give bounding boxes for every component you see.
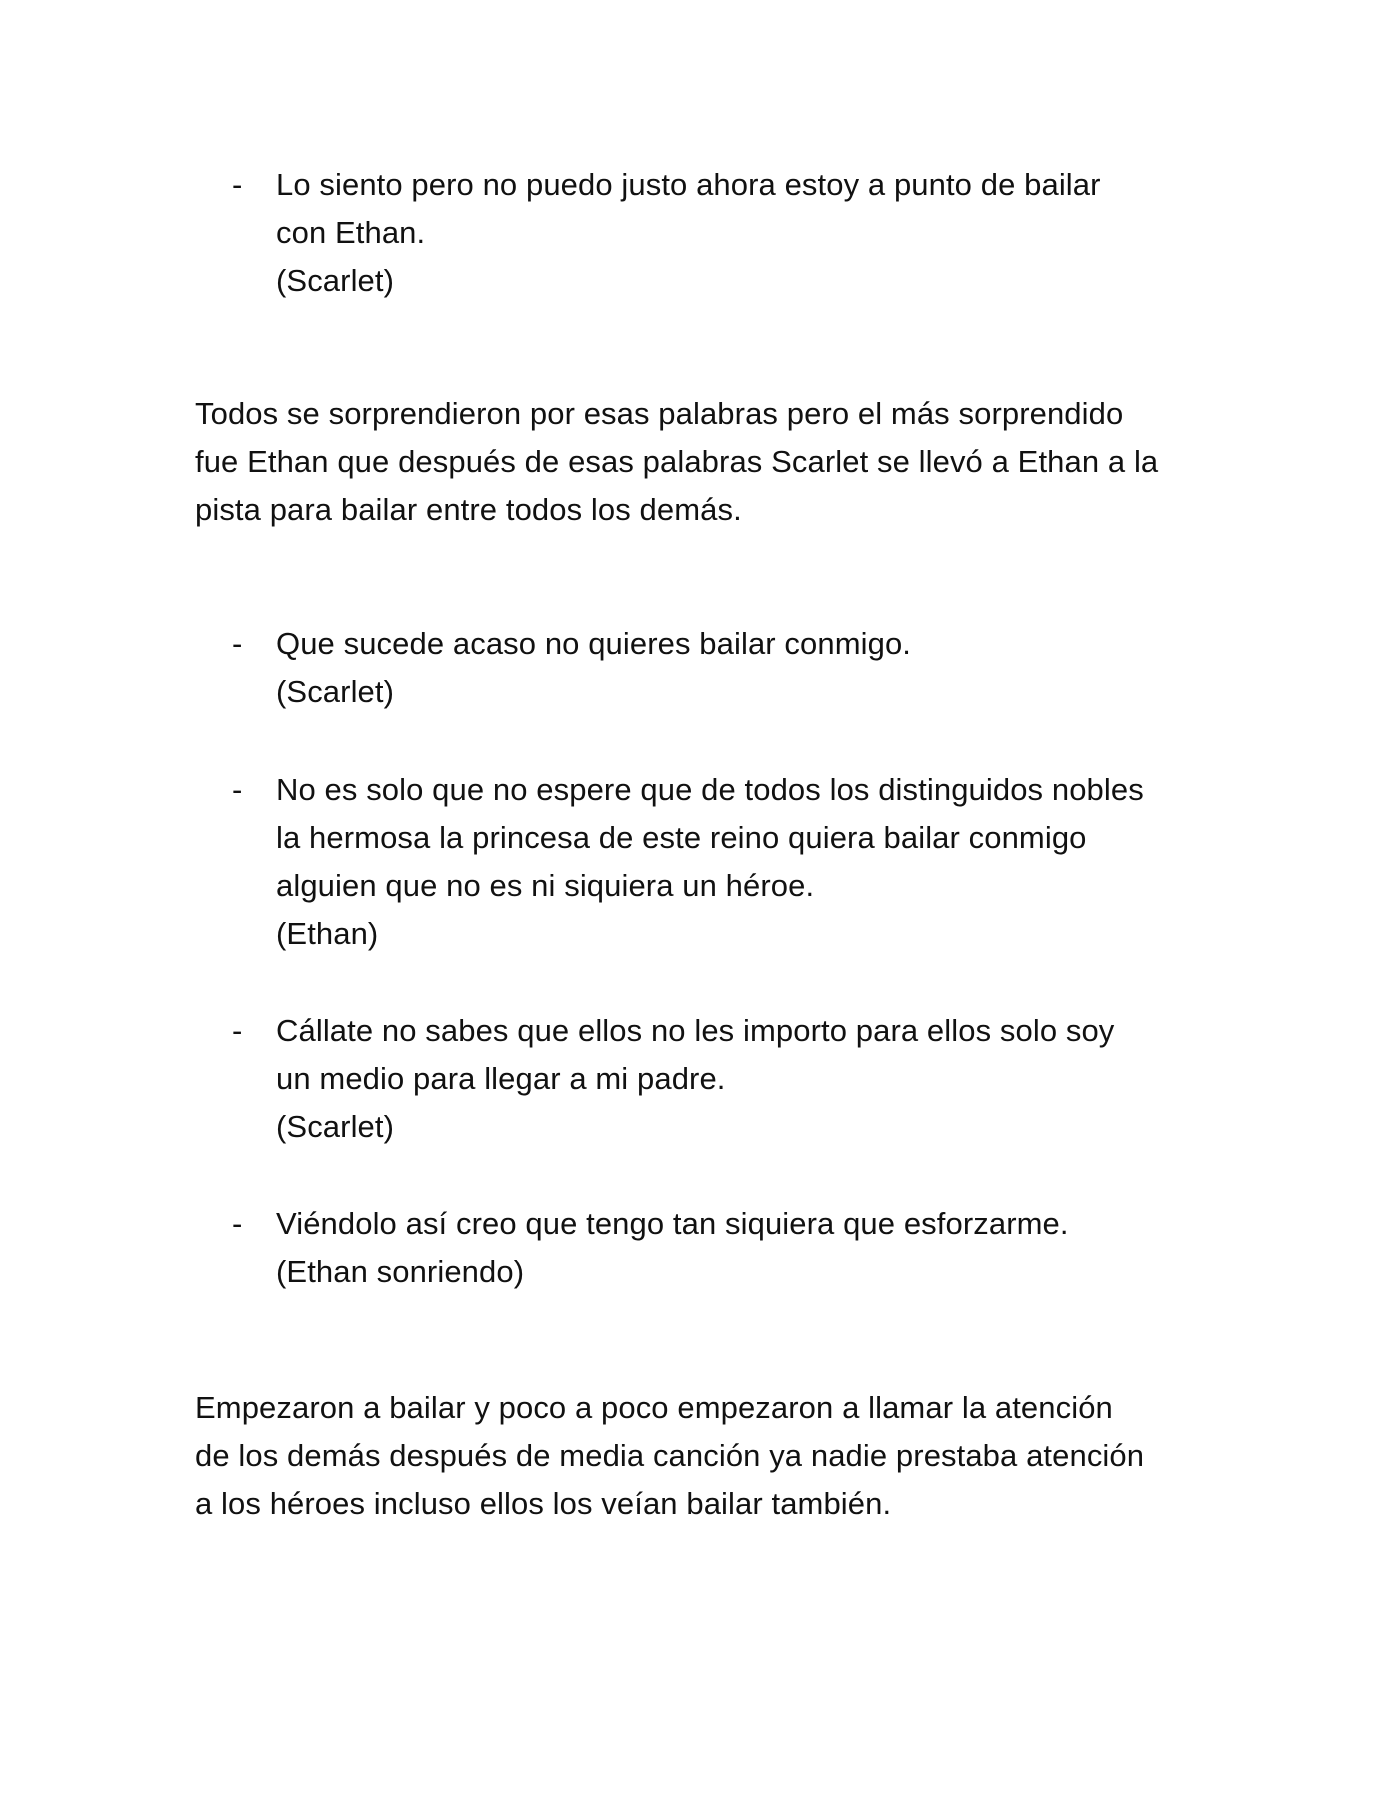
text-line: Empezaron a bailar y poco a poco empezaron a llamar la atención [195,1390,1113,1425]
dialogue-dash: - [232,1013,243,1048]
speaker-tag: (Scarlet) [276,263,395,298]
narrative-paragraph [195,1384,1205,1528]
text-line: Cállate no sabes que ellos no les importo para ellos solo soy [276,1013,1115,1048]
text-line: fue Ethan que después de esas palabras Scarlet se llevó a Ethan a la [195,444,1159,479]
speaker-tag: (Scarlet) [276,1109,395,1144]
dialogue-dash: - [232,167,243,202]
dialogue-dash: - [232,1206,243,1241]
dialogue-text [276,161,1216,305]
text-line: No es solo que no espere que de todos los distinguidos nobles [276,772,1144,807]
text-line: Todos se sorprendieron por esas palabras pero el más sorprendido [195,396,1124,431]
text-line: la hermosa la princesa de este reino quiera bailar conmigo [276,820,1087,855]
speaker-tag: (Ethan) [276,916,379,951]
text-line: alguien que no es ni siquiera un héroe. [276,868,815,903]
narrative-paragraph [195,390,1205,534]
dialogue-text [276,1007,1216,1151]
text-line: a los héroes incluso ellos los veían bailar también. [195,1486,892,1521]
text-line: con Ethan. [276,215,426,250]
dialogue-dash: - [232,626,243,661]
text-line: pista para bailar entre todos los demás. [195,492,742,527]
dialogue-text [276,766,1216,958]
dialogue-text [276,620,1216,716]
text-line: de los demás después de media canción ya nadie prestaba atención [195,1438,1145,1473]
text-line: Que sucede acaso no quieres bailar conmigo. [276,626,912,661]
text-line: un medio para llegar a mi padre. [276,1061,726,1096]
dialogue-dash: - [232,772,243,807]
speaker-tag: (Scarlet) [276,674,395,709]
text-line: Lo siento pero no puedo justo ahora estoy a punto de bailar [276,167,1101,202]
dialogue-text [276,1200,1216,1296]
speaker-tag: (Ethan sonriendo) [276,1254,525,1289]
text-line: Viéndolo así creo que tengo tan siquiera que esforzarme. [276,1206,1069,1241]
